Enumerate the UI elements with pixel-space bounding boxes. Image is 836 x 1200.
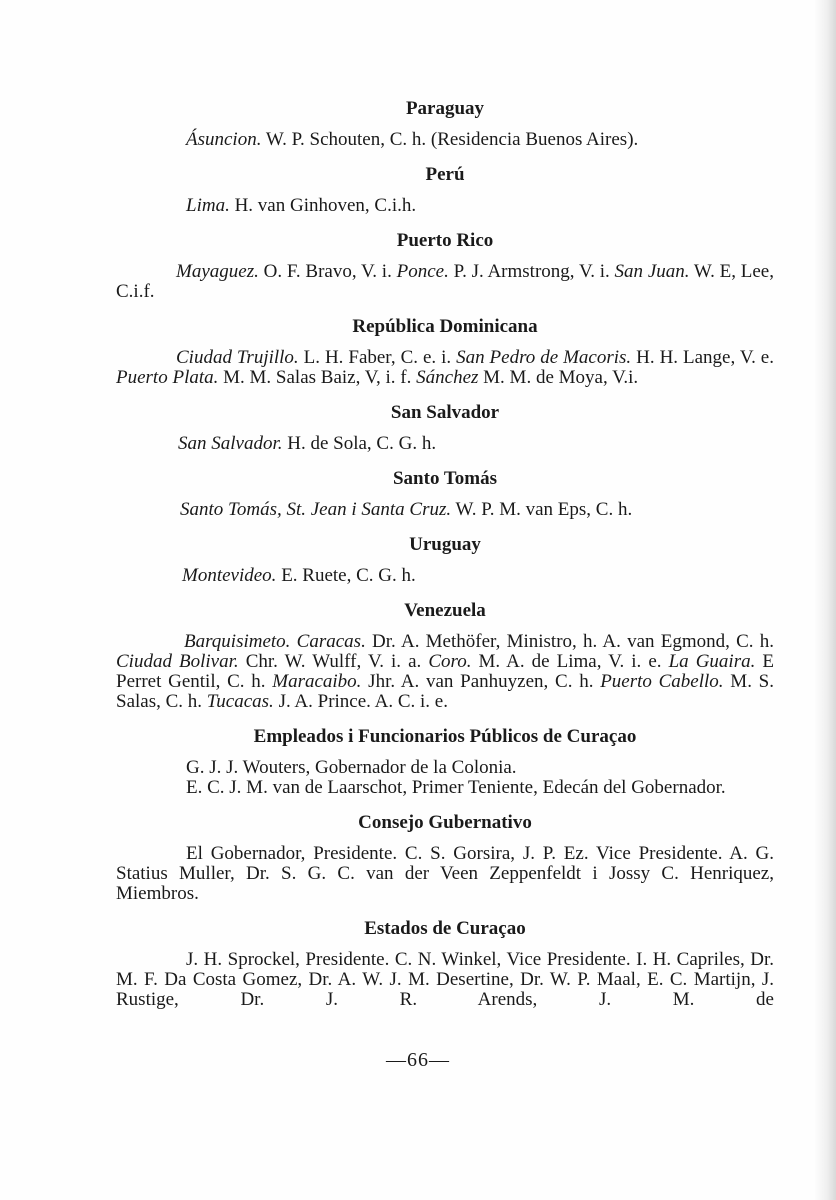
entry-paraguay (116, 130, 774, 150)
entry-rd-text3: M. M. Salas Baiz, V, i. f. (218, 367, 417, 388)
heading-puerto-rico: Puerto Rico (396, 230, 494, 251)
heading-uruguay: Uruguay (409, 534, 481, 555)
entry-san-salvador (116, 434, 774, 454)
heading-republica-dominicana: República Dominicana (352, 316, 538, 337)
city-san-salvador: San Salvador. (178, 433, 283, 454)
entry-venezuela-text2: Dr. A. Methöfer, Ministro, h. A. van Egmond, C. h. (365, 631, 775, 652)
entry-republica-dominicana (116, 348, 774, 388)
entry-santo-tomas (116, 500, 774, 520)
heading-paraguay: Paraguay (405, 98, 485, 119)
entry-puerto-rico-text1: O. F. Bravo, V. i. (258, 261, 397, 282)
entry-venezuela-text6: Jhr. A. van Panhuyzen, C. h. (361, 671, 601, 692)
city-san-juan: San Juan. (614, 261, 690, 282)
entry-paraguay-text: W. P. Schouten, C. h. (Residencia Buenos Aires). (261, 129, 639, 150)
entry-san-salvador-text: H. de Sola, C. G. h. (282, 433, 437, 454)
city-coro: Coro. (428, 651, 472, 672)
city-maracaibo: Maracaibo. (272, 671, 362, 692)
entry-venezuela-text7: M. S. Salas, C. h. (116, 671, 775, 712)
city-asuncion: Ásuncion. (186, 129, 262, 150)
entry-venezuela-text5: E Perret Gentil, C. h. (116, 651, 774, 692)
heading-empleados: Empleados i Funcionarios Públicos de Curaçao (253, 726, 637, 747)
entry-venezuela-text8: J. A. Prince. A. C. i. e. (273, 691, 448, 712)
entry-santo-tomas-text: W. P. M. van Eps, C. h. (451, 499, 633, 520)
entry-uruguay-text: E. Ruete, C. G. h. (276, 565, 416, 586)
city-san-pedro-de-macoris: San Pedro de Macoris. (456, 347, 632, 368)
page-number: —66— (386, 1049, 450, 1071)
city-santo-tomas: Santo Tomás, St. Jean i Santa Cruz. (180, 499, 452, 520)
heading-consejo: Consejo Gubernativo (358, 812, 532, 833)
city-mayaguez: Mayaguez. (176, 261, 259, 282)
entry-uruguay (116, 566, 774, 586)
entry-puerto-rico-text3: W. E, Lee, C.i.f. (116, 261, 774, 302)
heading-estados: Estados de Curaçao (364, 918, 526, 939)
entry-peru-text: H. van Ginhoven, C.i.h. (229, 195, 417, 216)
city-ciudad-trujillo: Ciudad Trujillo. (176, 347, 299, 368)
page-edge-shadow (814, 0, 836, 1200)
heading-peru: Perú (425, 164, 465, 185)
entry-rd-text4: M. M. de Moya, V.i. (478, 367, 639, 388)
entry-venezuela-text3: Chr. W. Wulff, V. i. a. (238, 651, 429, 672)
entry-rd-text2: H. H. Lange, V. e. (631, 347, 774, 368)
entry-consejo: El Gobernador, Presidente. C. S. Gorsira, J. P. Ez. Vice Presidente. A. G. Statius Muller, Dr. S. G. C. van der Veen Zeppenfeldt i Jossy C. Henriquez, Miembros. (116, 843, 774, 904)
entry-peru (116, 196, 774, 216)
city-barquisimeto: Barquisimeto. (184, 631, 291, 652)
city-puerto-cabello: Puerto Cabello. (600, 671, 724, 692)
entry-puerto-rico-text2: P. J. Armstrong, V. i. (448, 261, 615, 282)
entry-empleados-line2: E. C. J. M. van de Laarschot, Primer Teniente, Edecán del Gobernador. (186, 777, 726, 798)
entry-empleados-line1: G. J. J. Wouters, Gobernador de la Colonia. (186, 757, 517, 778)
entry-estados: J. H. Sprockel, Presidente. C. N. Winkel, Vice Presidente. I. H. Capriles, Dr. M. F. Da Costa Gomez, Dr. A. W. J. M. Desertine, Dr. W. P. Maal, E. C. Martijn, J. Rustige, Dr. J. R. Arends, J. M. de (116, 949, 774, 1010)
entry-puerto-rico (116, 262, 774, 302)
heading-santo-tomas: Santo Tomás (392, 468, 498, 489)
city-ciudad-bolivar: Ciudad Bolivar. (116, 651, 239, 672)
city-puerto-plata: Puerto Plata. (116, 367, 219, 388)
city-caracas: Caracas. (296, 631, 366, 652)
entry-rd-text1: L. H. Faber, C. e. i. (298, 347, 457, 368)
city-la-guaira: La Guaira. (668, 651, 756, 672)
city-montevideo: Montevideo. (182, 565, 277, 586)
city-lima: Lima. (186, 195, 230, 216)
city-tucacas: Tucacas. (206, 691, 274, 712)
entry-venezuela-text4: M. A. de Lima, V. i. e. (471, 651, 669, 672)
heading-venezuela: Venezuela (404, 600, 486, 621)
city-sanchez: Sánchez (416, 367, 479, 388)
heading-san-salvador: San Salvador (390, 402, 500, 423)
entry-venezuela (116, 632, 774, 712)
page-content (116, 96, 774, 1010)
city-ponce: Ponce. (396, 261, 449, 282)
